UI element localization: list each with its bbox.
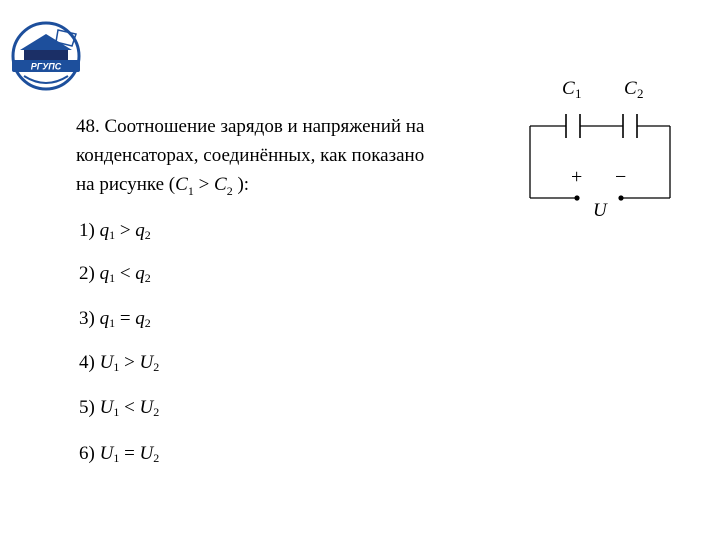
question-line-3: на рисунке ($C_1 > C_2$ ):: [76, 174, 250, 198]
minus-sign: −: [615, 166, 627, 188]
c2-symbol: C: [214, 174, 227, 195]
c2-label-sub: 2: [637, 86, 644, 101]
capacitor-c1: [566, 114, 580, 138]
answer-option-3[interactable]: 3) $q_1 = q_2$: [79, 308, 151, 330]
question-line-2: конденсаторах, соединённых, как показано: [76, 145, 425, 166]
c1-label-sub: 1: [575, 86, 582, 101]
capacitor-c2: [623, 114, 637, 138]
plus-sign: +: [571, 166, 583, 188]
circuit-wires: [530, 126, 670, 198]
circuit-diagram: [520, 70, 720, 230]
c1-label: C: [562, 78, 575, 99]
answer-option-6[interactable]: 6) $U_1 = U_2$: [79, 443, 160, 465]
answer-option-2[interactable]: 2) $q_1 < q_2$: [79, 263, 151, 285]
question-text: [76, 112, 536, 206]
university-logo: [6, 20, 86, 92]
voltage-label: U: [593, 200, 607, 221]
answer-option-4[interactable]: 4) $U_1 > U_2$: [79, 352, 160, 374]
terminal-minus: [618, 195, 623, 200]
terminal-plus: [574, 195, 579, 200]
c2-label: C: [624, 78, 637, 99]
answer-option-1[interactable]: 1) $q_1 > q_2$: [79, 220, 151, 242]
question-line-1: 48. Соотношение зарядов и напряжений на: [76, 116, 425, 137]
answer-option-5[interactable]: 5) $U_1 < U_2$: [79, 397, 160, 419]
logo-text: РГУПС: [30, 61, 62, 72]
c1-symbol: C: [175, 174, 188, 195]
